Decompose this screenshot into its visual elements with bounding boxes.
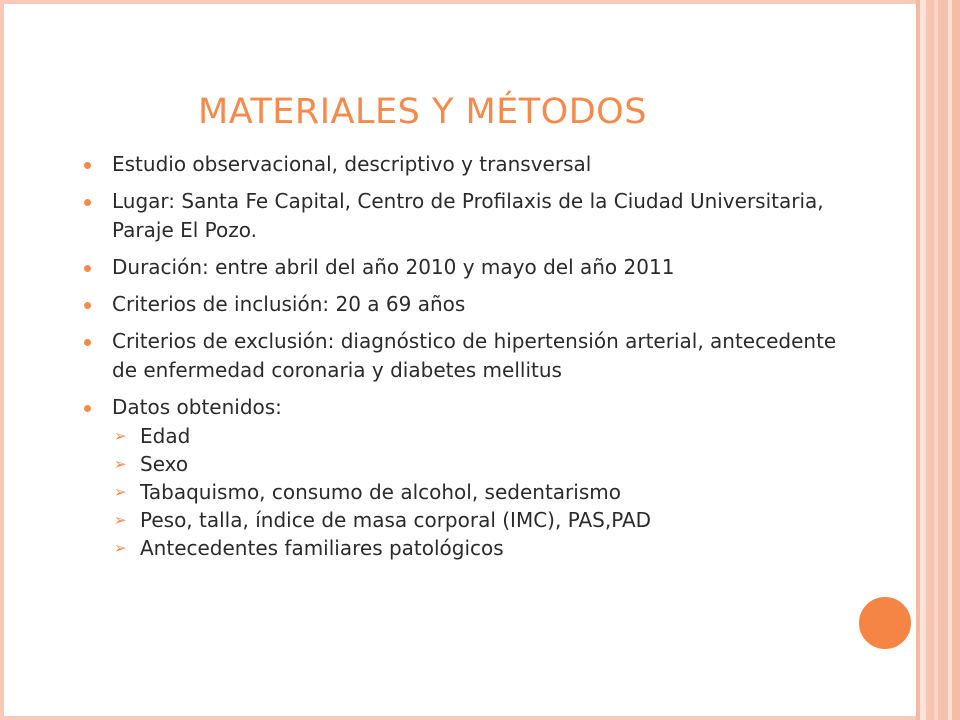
bullet-text: Lugar: Santa Fe Capital, Centro de Profilaxis de la Ciudad Universitaria, Paraje El Pozo. (112, 189, 824, 242)
orange-dot-icon (84, 199, 91, 206)
arrowhead-icon: ➢ (114, 483, 127, 501)
arrowhead-icon: ➢ (114, 455, 127, 473)
bullet-item (82, 150, 842, 179)
sub-bullet-text: Peso, talla, índice de masa corporal (IMC), PAS,PAD (140, 508, 652, 532)
frame-bottom-border (0, 716, 960, 720)
sub-bullet-text: Antecedentes familiares patológicos (140, 536, 504, 560)
bullet-text: Datos obtenidos: (112, 395, 282, 419)
frame-top-border (0, 0, 960, 4)
sub-bullet-item (114, 478, 842, 506)
slide-content (82, 150, 842, 570)
bullet-item (82, 187, 842, 245)
decorative-stripe-band (916, 0, 960, 720)
orange-dot-icon (84, 339, 91, 346)
bullet-item (82, 393, 842, 562)
bullet-list (82, 150, 842, 562)
decorative-circle-icon (856, 594, 914, 652)
sub-bullet-text: Tabaquismo, consumo de alcohol, sedentarismo (140, 480, 621, 504)
orange-dot-icon (84, 302, 91, 309)
sub-bullet-text: Sexo (140, 452, 189, 476)
stripe (952, 0, 960, 720)
arrowhead-icon: ➢ (114, 539, 127, 557)
bullet-item (82, 290, 842, 319)
stripe (938, 0, 948, 720)
bullet-text: Criterios de inclusión: 20 a 69 años (112, 292, 466, 316)
slide-title: MATERIALES Y MÉTODOS (198, 92, 647, 132)
sub-bullet-text: Edad (140, 424, 191, 448)
sub-bullet-item (114, 506, 842, 534)
bullet-item (82, 327, 842, 385)
orange-dot-icon (84, 265, 91, 272)
sub-bullet-item (114, 422, 842, 450)
bullet-text: Criterios de exclusión: diagnóstico de hipertensión arterial, antecedente de enfermedad coronaria y diabetes mellitus (112, 329, 837, 382)
sub-bullet-item (114, 534, 842, 562)
orange-dot-icon (84, 405, 91, 412)
frame-left-border (0, 0, 4, 720)
stripe (926, 0, 934, 720)
arrowhead-icon: ➢ (114, 427, 127, 445)
arrowhead-icon: ➢ (114, 511, 127, 529)
sub-bullet-item (114, 450, 842, 478)
bullet-text: Duración: entre abril del año 2010 y mayo del año 2011 (112, 255, 675, 279)
bullet-text: Estudio observacional, descriptivo y transversal (112, 152, 592, 176)
bullet-item (82, 253, 842, 282)
orange-dot-icon (84, 162, 91, 169)
sub-bullet-list (114, 422, 842, 562)
